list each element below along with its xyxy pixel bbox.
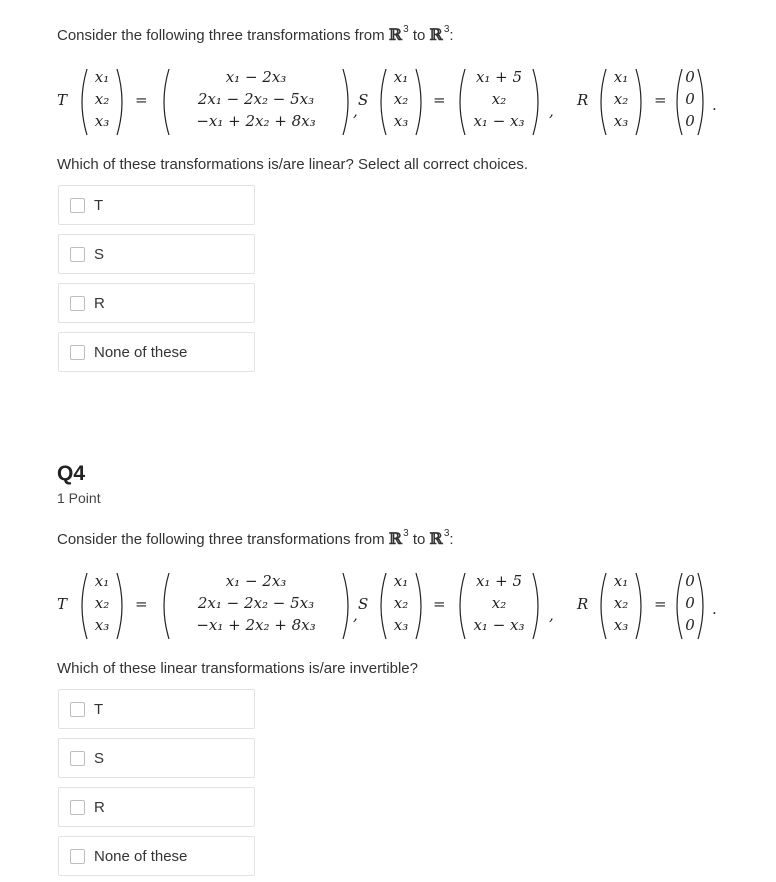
option-label: S bbox=[94, 749, 105, 767]
period: . bbox=[712, 600, 717, 618]
option-label: R bbox=[94, 294, 105, 312]
S-equals: = bbox=[433, 91, 446, 109]
right-paren bbox=[117, 573, 122, 639]
right-paren bbox=[698, 69, 703, 135]
T-input-row-1: x₁ bbox=[94, 68, 110, 86]
R-output-row-1: 0 bbox=[685, 68, 695, 86]
q4-title: Q4 bbox=[57, 462, 86, 485]
checkbox[interactable] bbox=[70, 247, 85, 262]
T-equals: = bbox=[135, 595, 148, 613]
q3-codomain-symbol: ℝ bbox=[429, 25, 443, 44]
checkbox[interactable] bbox=[70, 198, 85, 213]
option-label: T bbox=[94, 196, 104, 214]
T-input-row-3: x₃ bbox=[94, 112, 110, 130]
q4-option-t[interactable] bbox=[58, 689, 255, 729]
option-label: S bbox=[94, 245, 105, 263]
q3-domain-symbol: ℝ bbox=[388, 25, 403, 44]
q3-transformations bbox=[57, 66, 757, 138]
T-input-row-2: x₂ bbox=[94, 90, 110, 108]
right-paren bbox=[343, 573, 348, 639]
q4-points: 1 Point bbox=[57, 490, 101, 506]
period: . bbox=[712, 96, 717, 114]
S-input-row-1: x₁ bbox=[393, 68, 409, 86]
right-paren bbox=[533, 69, 538, 135]
R-output-row-3: 0 bbox=[685, 616, 695, 634]
R-symbol: R bbox=[577, 595, 589, 613]
R-input-row-2: x₂ bbox=[613, 594, 629, 612]
R-output-row-3: 0 bbox=[685, 112, 695, 130]
S-input-row-2: x₂ bbox=[393, 90, 409, 108]
S-input-row-2: x₂ bbox=[393, 594, 409, 612]
right-paren bbox=[636, 69, 641, 135]
S-output-row-3: x₁ − x₃ bbox=[473, 112, 525, 130]
S-input-row-3: x₃ bbox=[393, 112, 409, 130]
S-output-row-1: x₁ + 5 bbox=[475, 572, 523, 590]
q4-codomain-symbol: ℝ bbox=[429, 529, 443, 548]
T-output-row-1: x₁ − 2x₃ bbox=[225, 572, 287, 590]
q4-question: Which of these linear transformations is/are invertible? bbox=[57, 660, 418, 677]
q4-intro bbox=[57, 524, 757, 550]
right-paren bbox=[416, 573, 421, 639]
checkbox[interactable] bbox=[70, 800, 85, 815]
q3-intro-colon: : bbox=[449, 27, 454, 44]
R-input-row-1: x₁ bbox=[613, 572, 629, 590]
q3-intro bbox=[57, 20, 757, 46]
q3-intro-text: Consider the following three transformations from bbox=[57, 27, 385, 44]
q4-domain-exponent: 3 bbox=[403, 528, 409, 539]
R-input-row-1: x₁ bbox=[613, 68, 629, 86]
S-input-row-3: x₃ bbox=[393, 616, 409, 634]
R-equals: = bbox=[654, 91, 667, 109]
S-output-row-2: x₂ bbox=[491, 90, 507, 108]
T-output-row-3: −x₁ + 2x₂ + 8x₃ bbox=[196, 616, 316, 634]
q3-option-r[interactable] bbox=[58, 283, 255, 323]
q3-option-none[interactable] bbox=[58, 332, 255, 372]
T-symbol: T bbox=[57, 595, 68, 613]
R-symbol: R bbox=[577, 91, 589, 109]
S-symbol: S bbox=[358, 595, 369, 613]
q4-codomain-exponent: 3 bbox=[443, 528, 450, 539]
q3-domain-exponent: 3 bbox=[403, 24, 409, 35]
right-paren bbox=[343, 69, 348, 135]
q4-option-none[interactable] bbox=[58, 836, 255, 876]
right-paren bbox=[533, 573, 538, 639]
right-paren bbox=[117, 69, 122, 135]
option-label: R bbox=[94, 798, 105, 816]
T-input-row-1: x₁ bbox=[94, 572, 110, 590]
checkbox[interactable] bbox=[70, 345, 85, 360]
S-input-row-1: x₁ bbox=[393, 572, 409, 590]
T-output-row-2: 2x₁ − 2x₂ − 5x₃ bbox=[197, 594, 315, 612]
q4-option-s[interactable] bbox=[58, 738, 255, 778]
q3-question: Which of these transformations is/are linear? Select all correct choices. bbox=[57, 156, 529, 173]
checkbox[interactable] bbox=[70, 751, 85, 766]
R-input-row-3: x₃ bbox=[613, 112, 629, 130]
q4-option-r[interactable] bbox=[58, 787, 255, 827]
right-paren bbox=[636, 573, 641, 639]
T-output-row-2: 2x₁ − 2x₂ − 5x₃ bbox=[197, 90, 315, 108]
comma: , bbox=[353, 102, 358, 120]
q4-intro-colon: : bbox=[449, 531, 454, 548]
R-input-row-2: x₂ bbox=[613, 90, 629, 108]
checkbox[interactable] bbox=[70, 296, 85, 311]
S-equals: = bbox=[433, 595, 446, 613]
q3-intro-to: to bbox=[412, 27, 426, 44]
option-label: None of these bbox=[94, 343, 188, 361]
R-output-row-2: 0 bbox=[685, 594, 695, 612]
R-output-row-1: 0 bbox=[685, 572, 695, 590]
q4-transformations bbox=[57, 570, 757, 642]
q3-codomain-exponent: 3 bbox=[443, 24, 450, 35]
option-label: None of these bbox=[94, 847, 188, 865]
S-output-row-3: x₁ − x₃ bbox=[473, 616, 525, 634]
T-input-row-3: x₃ bbox=[94, 616, 110, 634]
T-equals: = bbox=[135, 91, 148, 109]
S-output-row-1: x₁ + 5 bbox=[475, 68, 523, 86]
option-label: T bbox=[94, 700, 104, 718]
T-output-row-1: x₁ − 2x₃ bbox=[225, 68, 287, 86]
T-input-row-2: x₂ bbox=[94, 594, 110, 612]
q3-option-s[interactable] bbox=[58, 234, 255, 274]
S-output-row-2: x₂ bbox=[491, 594, 507, 612]
comma: , bbox=[353, 606, 358, 624]
q4-intro-text: Consider the following three transformations from bbox=[57, 531, 385, 548]
right-paren bbox=[416, 69, 421, 135]
T-output-row-3: −x₁ + 2x₂ + 8x₃ bbox=[196, 112, 316, 130]
S-symbol: S bbox=[358, 91, 369, 109]
comma: , bbox=[549, 606, 554, 624]
q4-intro-to: to bbox=[412, 531, 426, 548]
R-input-row-3: x₃ bbox=[613, 616, 629, 634]
q3-option-t[interactable] bbox=[58, 185, 255, 225]
checkbox[interactable] bbox=[70, 702, 85, 717]
q4-domain-symbol: ℝ bbox=[388, 529, 403, 548]
T-symbol: T bbox=[57, 91, 68, 109]
comma: , bbox=[549, 102, 554, 120]
checkbox[interactable] bbox=[70, 849, 85, 864]
right-paren bbox=[698, 573, 703, 639]
R-output-row-2: 0 bbox=[685, 90, 695, 108]
R-equals: = bbox=[654, 595, 667, 613]
